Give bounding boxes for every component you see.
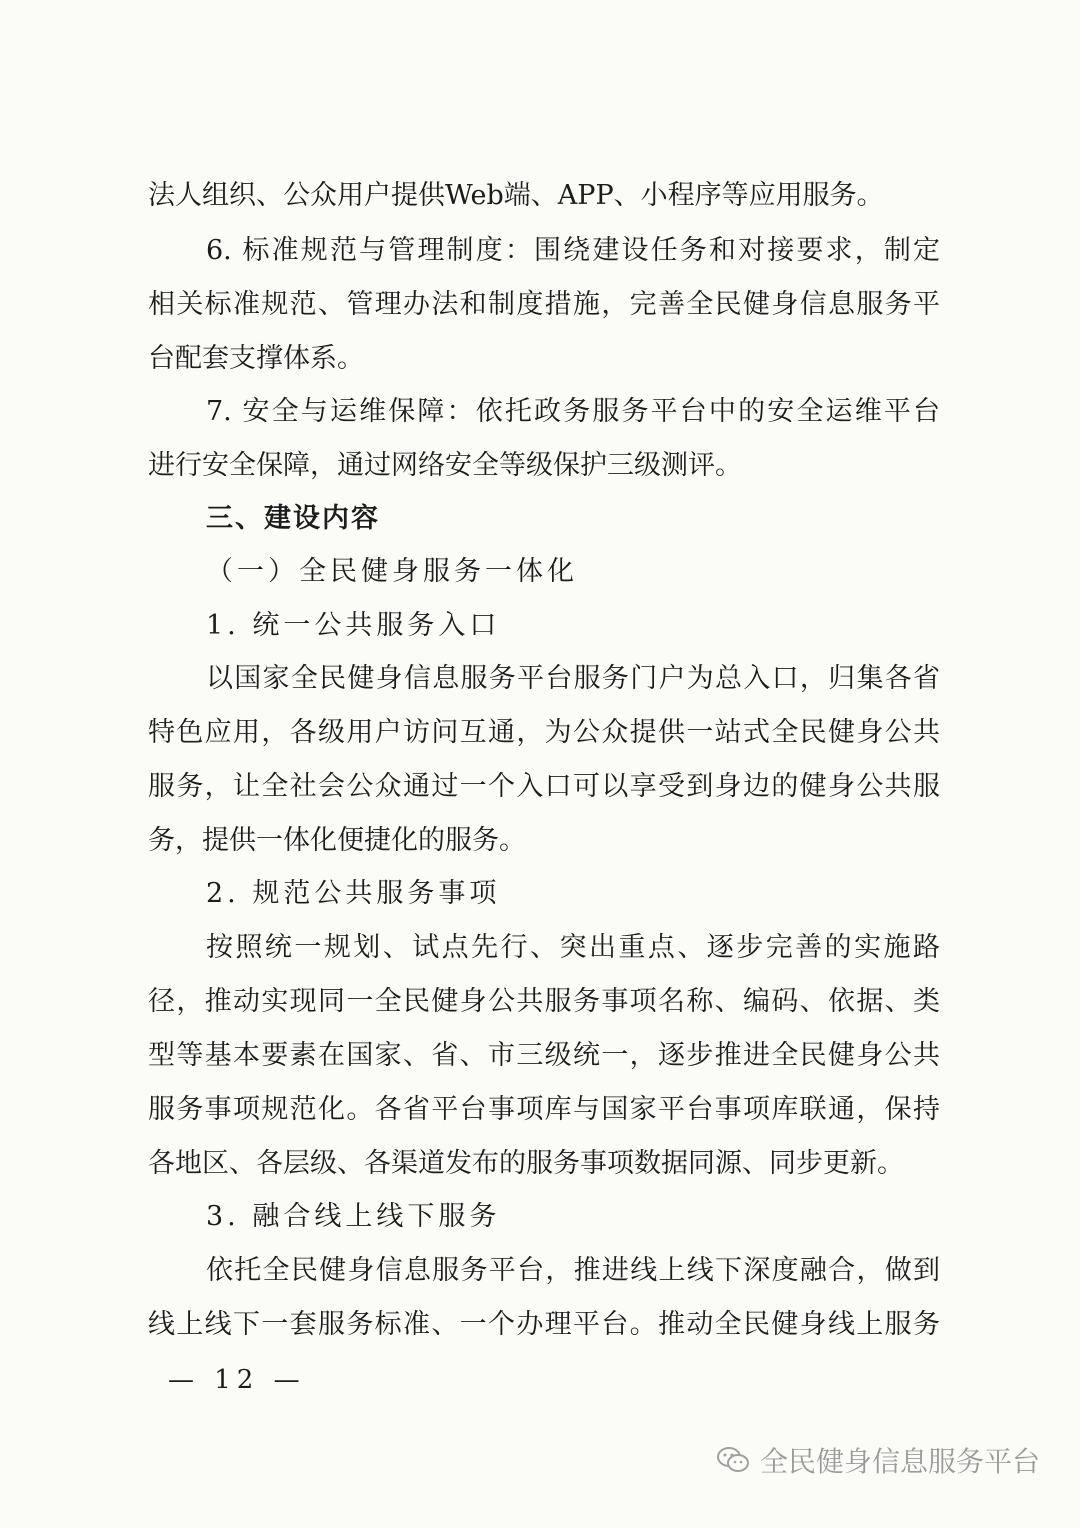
wechat-icon — [716, 1445, 750, 1475]
paragraph-line: 线上线下一套服务标准、一个办理平台。推动全民健身线上服务 — [148, 1309, 940, 1340]
paragraph-line: 依托全民健身信息服务平台，推进线上线下深度融合，做到 — [206, 1255, 940, 1286]
subsection-heading: （一）全民健身服务一体化 — [206, 556, 578, 587]
paragraph-line: 径，推动实现同一全民健身公共服务事项名称、编码、依据、类 — [148, 986, 940, 1017]
paragraph-line: 台配套支撑体系。 — [148, 343, 364, 374]
paragraph-line: 7. 安全与运维保障：依托政务服务平台中的安全运维平台 — [206, 396, 940, 427]
paragraph-line: 务，提供一体化便捷化的服务。 — [148, 825, 526, 856]
item-heading: 3. 融合线上线下服务 — [206, 1201, 501, 1232]
paragraph-line: 进行安全保障，通过网络安全等级保护三级测评。 — [148, 450, 742, 481]
paragraph-line: 法人组织、公众用户提供Web端、APP、小程序等应用服务。 — [148, 180, 884, 211]
paragraph-line: 按照统一规划、试点先行、突出重点、逐步完善的实施路 — [206, 932, 940, 963]
paragraph-line: 服务事项规范化。各省平台事项库与国家平台事项库联通，保持 — [148, 1094, 940, 1125]
paragraph-line: 特色应用，各级用户访问互通，为公众提供一站式全民健身公共 — [148, 717, 940, 748]
paragraph-line: 以国家全民健身信息服务平台服务门户为总入口，归集各省 — [206, 663, 940, 694]
paragraph-line: 服务，让全社会公众通过一个入口可以享受到身边的健身公共服 — [148, 771, 940, 802]
paragraph-line: 型等基本要素在国家、省、市三级统一，逐步推进全民健身公共 — [148, 1040, 940, 1071]
watermark — [716, 1438, 1040, 1482]
paragraph-line: 6. 标准规范与管理制度：围绕建设任务和对接要求，制定 — [206, 235, 940, 266]
page-number: — 12 — — [168, 1365, 306, 1395]
paragraph-line: 各地区、各层级、各渠道发布的服务事项数据同源、同步更新。 — [148, 1148, 904, 1179]
section-heading: 三、建设内容 — [206, 503, 380, 534]
watermark-text: 全民健身信息服务平台 — [759, 1445, 1040, 1478]
paragraph-line: 相关标准规范、管理办法和制度措施，完善全民健身信息服务平 — [148, 289, 940, 320]
item-heading: 2. 规范公共服务事项 — [206, 878, 501, 909]
item-heading: 1. 统一公共服务入口 — [206, 610, 501, 641]
